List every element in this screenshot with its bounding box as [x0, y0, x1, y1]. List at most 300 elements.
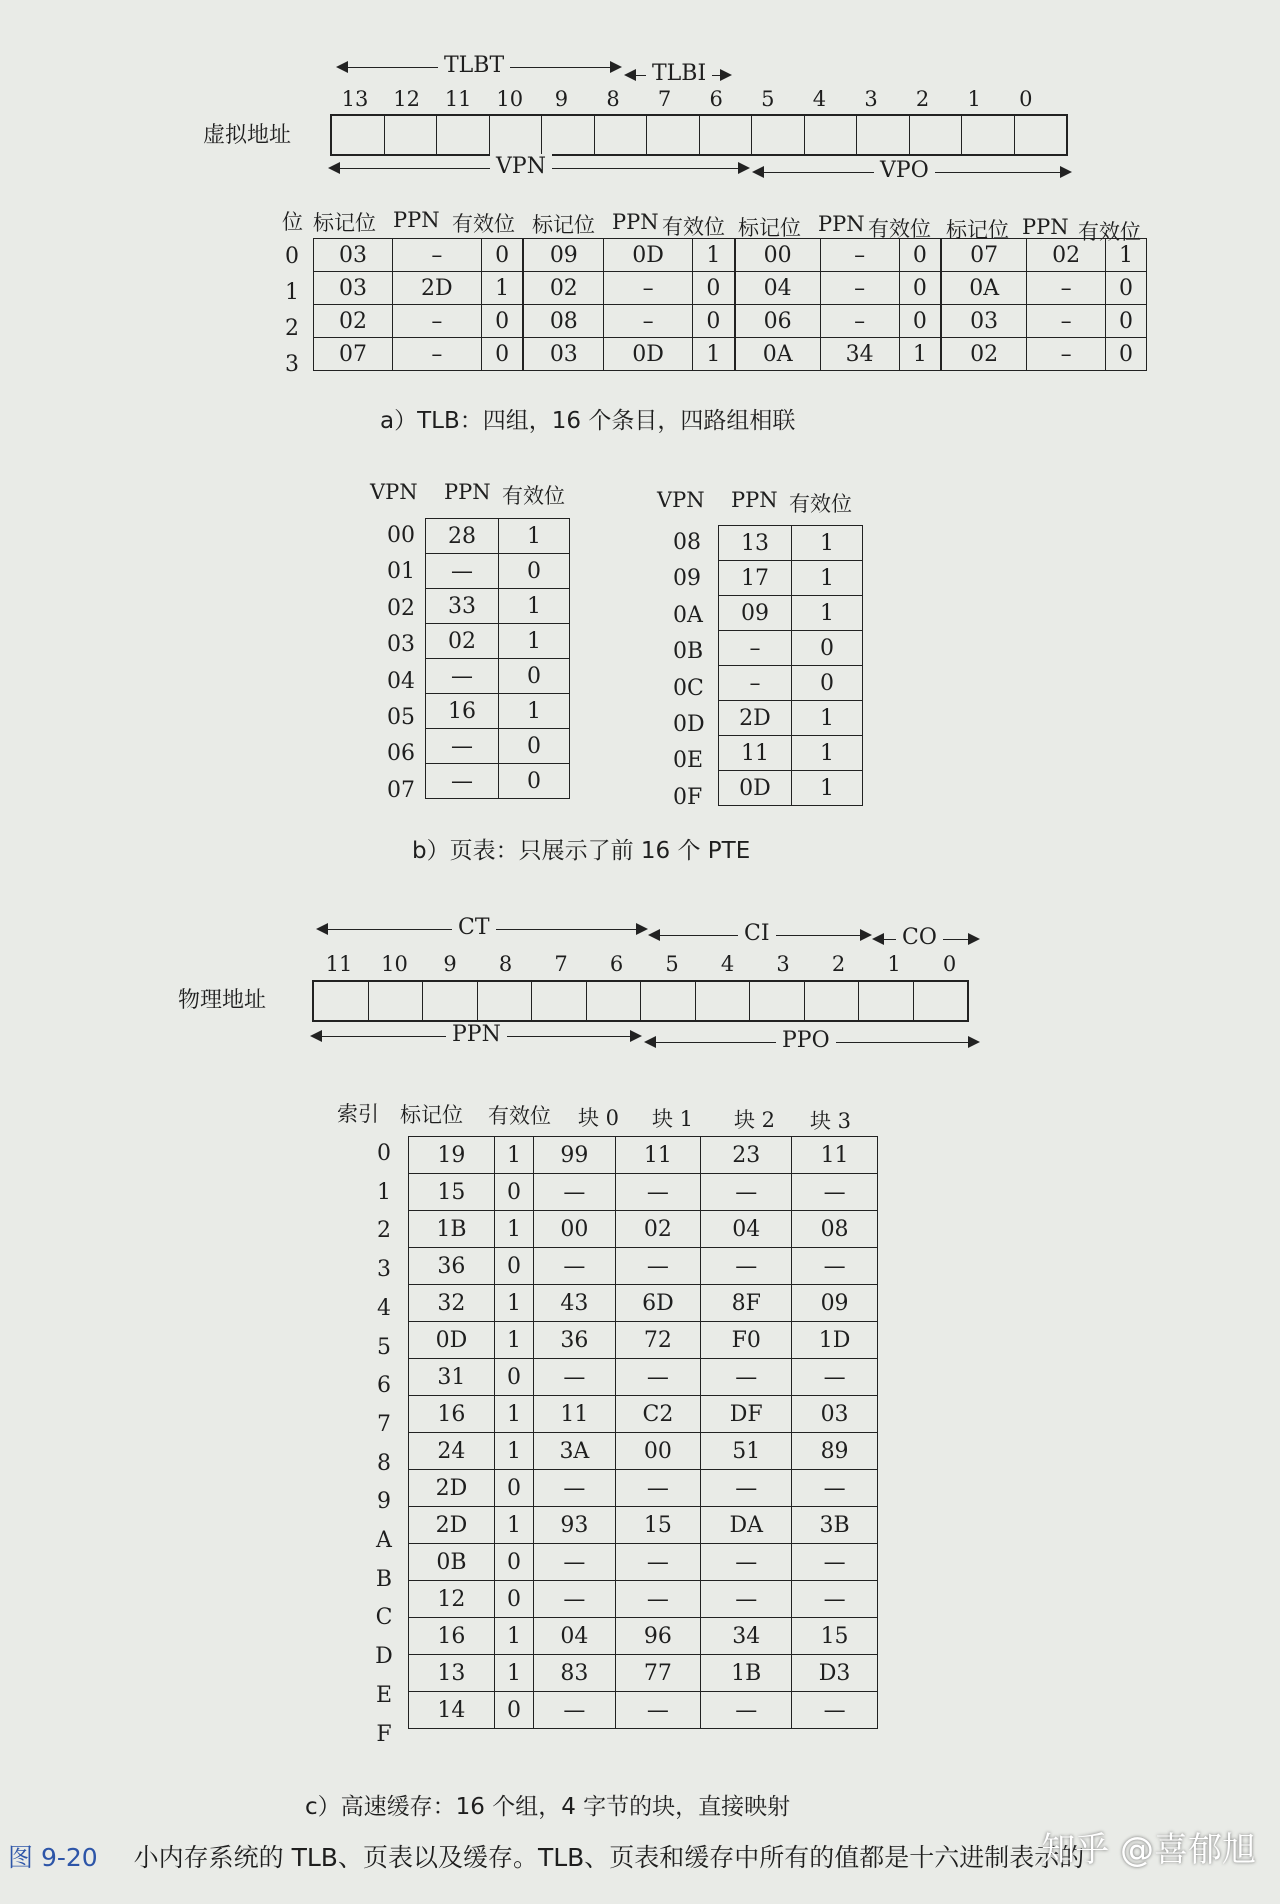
- cache-set-index: 7: [377, 1411, 391, 1437]
- figure-number: 图 9-20: [8, 1843, 98, 1872]
- tlbi-arrow: [626, 61, 730, 86]
- tlb-col-header: 标记位: [946, 218, 1009, 242]
- pbit-number: 11: [325, 952, 353, 976]
- vpo-label: VPO: [874, 158, 935, 183]
- tlb-cell: 08: [523, 305, 603, 338]
- tlb-col-header: PPN: [1022, 214, 1069, 239]
- tlb-cell: 06: [735, 305, 820, 338]
- cache-set-index: 2: [377, 1218, 391, 1244]
- tlb-col-header: 有效位: [868, 217, 931, 242]
- cache-cell: 72: [615, 1322, 701, 1359]
- cache-cell: 8F: [701, 1285, 792, 1322]
- pt-valid: 1: [792, 526, 863, 561]
- cache-cell: 77: [615, 1655, 701, 1692]
- pt-ppn: —: [426, 764, 499, 799]
- cache-cell: 23: [701, 1137, 792, 1174]
- pt-row: [719, 526, 863, 561]
- cache-col-header: 有效位: [488, 1104, 551, 1129]
- cache-cell: 04: [701, 1211, 792, 1248]
- pt-valid: 0: [499, 554, 570, 589]
- cache-cell: DA: [701, 1507, 792, 1544]
- tlb-col-header: PPN: [393, 207, 440, 232]
- cache-set-index: 9: [377, 1489, 391, 1515]
- cache-cell: 15: [615, 1507, 701, 1544]
- cache-set-index: E: [375, 1682, 393, 1708]
- cache-cell: 32: [409, 1285, 495, 1322]
- figure-caption-text: 小内存系统的 TLB、页表以及缓存。TLB、页表和缓存中所有的值都是十六进制表示的: [133, 1843, 1085, 1872]
- pt-ppn: 11: [719, 736, 792, 771]
- cache-cell: 1: [494, 1396, 533, 1433]
- cache-set-index: 0: [377, 1141, 391, 1166]
- cache-cell: —: [701, 1544, 792, 1581]
- cache-cell: 1: [494, 1211, 533, 1248]
- cache-cell: F0: [701, 1322, 792, 1359]
- ct-label: CT: [452, 915, 496, 940]
- cache-cell: 0B: [409, 1544, 495, 1581]
- cache-row: [409, 1507, 878, 1544]
- tlb-col-header: 位: [282, 210, 303, 234]
- cache-cell: —: [701, 1174, 792, 1211]
- cache-col-header: 块 1: [652, 1106, 694, 1131]
- cache-row: [409, 1285, 878, 1322]
- cache-set-index: 6: [377, 1373, 391, 1399]
- cache-cell: 02: [615, 1211, 701, 1248]
- pt-valid: 1: [792, 596, 863, 631]
- tlb-cell: –: [392, 239, 481, 272]
- pt-valid: 1: [499, 694, 570, 729]
- pt-ppn: 17: [719, 561, 792, 596]
- cache-set-index: 5: [377, 1334, 391, 1360]
- pbit-number: 7: [554, 952, 568, 976]
- tlb-cell: –: [604, 305, 693, 338]
- cache-set-index: D: [375, 1644, 393, 1670]
- pt-vpn: 08: [673, 530, 701, 555]
- cache-row: [409, 1359, 878, 1396]
- tlb-cell: 1: [1106, 239, 1147, 272]
- cache-cell: —: [615, 1581, 701, 1618]
- pt-row: [719, 561, 863, 596]
- pt-row: [426, 764, 570, 799]
- tlb-cell: 02: [314, 305, 393, 338]
- cache-cell: 24: [409, 1433, 495, 1470]
- tlb-cell: 0: [481, 239, 523, 272]
- pbit-number: 5: [665, 952, 679, 976]
- pbit-number: 8: [498, 952, 513, 976]
- tlb-set-number: 3: [285, 352, 299, 377]
- ci-label: CI: [738, 921, 776, 946]
- pt-vpn: 0D: [673, 712, 705, 737]
- tlb-cell: 00: [735, 239, 820, 272]
- tlbt-arrow: [338, 53, 620, 78]
- cache-cell: —: [701, 1359, 792, 1396]
- cache-cell: 51: [701, 1433, 792, 1470]
- cache-row: [409, 1470, 878, 1507]
- pt-ppn: 09: [719, 596, 792, 631]
- tlb-cell: 07: [314, 338, 393, 371]
- cache-row: [409, 1322, 878, 1359]
- vbit-number: 11: [444, 87, 472, 111]
- cache-set-index: 8: [377, 1450, 391, 1476]
- tlb-row: [314, 338, 1147, 371]
- tlb-col-header: 有效位: [1078, 219, 1141, 244]
- cache-cell: 3A: [534, 1433, 615, 1470]
- cache-caption: c）高速缓存：16 个组，4 字节的块，直接映射: [305, 1794, 791, 1820]
- tlb-cell: 0: [481, 338, 523, 371]
- pt-valid: 0: [499, 729, 570, 764]
- pt-row: [426, 589, 570, 624]
- cache-cell: 04: [534, 1618, 615, 1655]
- tlb-col-header: 标记位: [313, 210, 376, 235]
- tlb-set-number: 1: [285, 280, 299, 305]
- cache-col-header: 索引: [337, 1102, 379, 1126]
- pt-ppn: —: [426, 554, 499, 589]
- cache-set-index: F: [376, 1721, 392, 1747]
- pt-right-vpn-header: VPN: [657, 488, 705, 512]
- co-label: CO: [896, 925, 943, 950]
- pt-right-valid-header: 有效位: [789, 492, 852, 516]
- page-table-left: [425, 518, 570, 799]
- cache-cell: DF: [701, 1396, 792, 1433]
- cache-cell: —: [792, 1692, 878, 1729]
- cache-row: [409, 1248, 878, 1285]
- cache-set-index: A: [376, 1528, 392, 1553]
- pt-ppn: 28: [426, 519, 499, 554]
- cache-cell: 0: [494, 1692, 533, 1729]
- vpn-arrow: [330, 154, 748, 179]
- cache-cell: 1: [494, 1433, 533, 1470]
- cache-cell: 43: [534, 1285, 615, 1322]
- cache-col-header: 标记位: [400, 1103, 463, 1128]
- tlb-cell: 0D: [604, 338, 693, 371]
- cache-row: [409, 1433, 878, 1470]
- tlb-row: [314, 305, 1147, 338]
- tlb-row: [314, 272, 1147, 305]
- cache-cell: 11: [534, 1396, 615, 1433]
- cache-cell: —: [701, 1248, 792, 1285]
- cache-row: [409, 1655, 878, 1692]
- cache-cell: 16: [409, 1618, 495, 1655]
- pt-valid: 1: [792, 736, 863, 771]
- pt-ppn: –: [719, 631, 792, 666]
- cache-cell: —: [534, 1581, 615, 1618]
- tlb-cell: 03: [314, 239, 393, 272]
- pt-ppn: 2D: [719, 701, 792, 736]
- vbit-number: 1: [967, 87, 981, 111]
- tlb-cell: –: [820, 305, 899, 338]
- pt-valid: 0: [792, 631, 863, 666]
- cache-cell: 15: [409, 1174, 495, 1211]
- cache-cell: —: [792, 1174, 878, 1211]
- cache-cell: 08: [792, 1211, 878, 1248]
- cache-table: [408, 1136, 878, 1729]
- cache-cell: 36: [534, 1322, 615, 1359]
- cache-cell: 1: [494, 1655, 533, 1692]
- cache-cell: 0: [494, 1359, 533, 1396]
- cache-cell: 00: [534, 1211, 615, 1248]
- cache-row: [409, 1544, 878, 1581]
- cache-cell: —: [792, 1470, 878, 1507]
- tlb-cell: –: [820, 239, 899, 272]
- tlb-cell: 02: [941, 338, 1026, 371]
- cache-cell: 15: [792, 1618, 878, 1655]
- cache-cell: 1: [494, 1322, 533, 1359]
- virtual-address-label: 虚拟地址: [203, 123, 292, 148]
- tlb-cell: 1: [693, 338, 735, 371]
- pt-ppn: 16: [426, 694, 499, 729]
- cache-cell: 31: [409, 1359, 495, 1396]
- tlb-cell: 09: [523, 239, 603, 272]
- pbit-number: 3: [776, 952, 790, 976]
- pt-valid: 0: [792, 666, 863, 701]
- tlb-cell: 34: [820, 338, 899, 371]
- cache-cell: 34: [701, 1618, 792, 1655]
- pt-vpn: 09: [673, 566, 701, 592]
- tlb-cell: 03: [941, 305, 1026, 338]
- tlbt-label: TLBT: [438, 53, 510, 78]
- pt-vpn: 04: [387, 668, 415, 694]
- tlb-col-header: 有效位: [452, 212, 515, 237]
- tlb-cell: 1: [693, 239, 735, 272]
- tlb-cell: 02: [1027, 239, 1106, 272]
- pt-valid: 1: [792, 771, 863, 806]
- pbit-number: 9: [443, 952, 457, 976]
- cache-set-index: 1: [377, 1179, 391, 1205]
- pt-ppn: 02: [426, 624, 499, 659]
- pt-row: [426, 659, 570, 694]
- tlb-col-header: 标记位: [738, 215, 801, 240]
- tlb-cell: –: [392, 305, 481, 338]
- ppo-label: PPO: [776, 1028, 836, 1053]
- pt-valid: 1: [499, 624, 570, 659]
- cache-cell: 93: [534, 1507, 615, 1544]
- cache-cell: —: [615, 1544, 701, 1581]
- cache-cell: 1B: [409, 1211, 495, 1248]
- cache-cell: 11: [792, 1137, 878, 1174]
- cache-cell: —: [615, 1174, 701, 1211]
- tlb-cell: 07: [941, 239, 1026, 272]
- cache-cell: 2D: [409, 1507, 495, 1544]
- pt-row: [719, 771, 863, 806]
- cache-cell: —: [701, 1470, 792, 1507]
- watermark: 知乎 @喜郁旭: [1041, 1830, 1256, 1870]
- tlb-cell: 0: [1106, 272, 1147, 305]
- vbit-number: 9: [554, 87, 569, 111]
- cache-row: [409, 1692, 878, 1729]
- pt-left-valid-header: 有效位: [502, 484, 565, 508]
- cache-cell: —: [615, 1248, 701, 1285]
- tlb-cell: –: [604, 272, 693, 305]
- cache-cell: C2: [615, 1396, 701, 1433]
- pt-vpn: 01: [387, 559, 415, 585]
- pbit-number: 2: [831, 952, 846, 976]
- cache-cell: —: [615, 1359, 701, 1396]
- pbit-number: 1: [887, 952, 901, 976]
- cache-cell: —: [534, 1174, 615, 1211]
- cache-cell: 1: [494, 1618, 533, 1655]
- co-arrow: [874, 925, 978, 950]
- vbit-number: 12: [393, 87, 420, 111]
- pt-row: [719, 736, 863, 771]
- tlb-col-header: PPN: [612, 210, 659, 234]
- virtual-address-bits: [330, 114, 1068, 156]
- cache-cell: 16: [409, 1396, 495, 1433]
- vbit-number: 13: [341, 87, 369, 111]
- cache-cell: —: [534, 1248, 615, 1285]
- tlb-col-header: 有效位: [662, 214, 725, 239]
- tlb-cell: –: [1027, 305, 1106, 338]
- tlb-cell: 2D: [392, 272, 481, 305]
- pt-vpn: 02: [387, 595, 415, 621]
- vbit-number: 3: [864, 87, 878, 111]
- tlb-cell: 1: [899, 338, 941, 371]
- cache-cell: —: [534, 1544, 615, 1581]
- tlb-cell: 0: [899, 272, 941, 305]
- pt-left-ppn-header: PPN: [444, 480, 491, 504]
- cache-cell: —: [792, 1544, 878, 1581]
- tlb-cell: 03: [314, 272, 393, 305]
- cache-cell: —: [534, 1692, 615, 1729]
- tlb-cell: 0A: [735, 338, 820, 371]
- pt-vpn: 0E: [673, 748, 704, 774]
- cache-cell: —: [534, 1470, 615, 1507]
- cache-cell: 36: [409, 1248, 495, 1285]
- pt-row: [426, 694, 570, 729]
- tlb-cell: 04: [735, 272, 820, 305]
- cache-cell: 1: [494, 1285, 533, 1322]
- ppo-arrow: [646, 1028, 978, 1053]
- cache-cell: 12: [409, 1581, 495, 1618]
- cache-col-header: 块 3: [810, 1109, 852, 1134]
- pt-vpn: 0A: [673, 602, 703, 628]
- tlb-set-number: 2: [285, 316, 299, 341]
- pt-vpn: 05: [387, 705, 415, 730]
- cache-cell: 83: [534, 1655, 615, 1692]
- cache-cell: 1B: [701, 1655, 792, 1692]
- tlb-cell: 1: [481, 272, 523, 305]
- tlb-cell: –: [820, 272, 899, 305]
- pt-vpn: 0C: [673, 675, 704, 701]
- cache-set-index: C: [375, 1605, 393, 1631]
- tlb-table: [313, 238, 1147, 371]
- cache-cell: 0: [494, 1248, 533, 1285]
- pt-row: [426, 729, 570, 764]
- cache-cell: 2D: [409, 1470, 495, 1507]
- tlb-cell: 0: [693, 305, 735, 338]
- tlb-caption: a）TLB：四组，16 个条目，四路组相联: [380, 408, 796, 434]
- cache-cell: 96: [615, 1618, 701, 1655]
- tlb-cell: 0: [899, 239, 941, 272]
- cache-cell: 0: [494, 1581, 533, 1618]
- pt-ppn: –: [719, 666, 792, 701]
- pt-row: [426, 624, 570, 659]
- figure-caption: [8, 1838, 1084, 1874]
- pt-row: [719, 666, 863, 701]
- cache-cell: 09: [792, 1285, 878, 1322]
- cache-cell: —: [792, 1248, 878, 1285]
- cache-cell: D3: [792, 1655, 878, 1692]
- ct-arrow: [318, 915, 646, 940]
- tlb-cell: 0D: [604, 239, 693, 272]
- pbit-number: 10: [381, 952, 408, 976]
- tlb-cell: –: [1027, 338, 1106, 371]
- tlb-cell: 0: [899, 305, 941, 338]
- pt-row: [426, 554, 570, 589]
- vbit-number: 0: [1019, 87, 1033, 111]
- vpn-label: VPN: [490, 154, 552, 179]
- cache-cell: 19: [409, 1137, 495, 1174]
- pt-vpn: 00: [387, 523, 415, 548]
- pbit-number: 6: [609, 952, 624, 976]
- cache-cell: 00: [615, 1433, 701, 1470]
- pt-vpn: 03: [387, 632, 415, 658]
- cache-cell: 6D: [615, 1285, 701, 1322]
- tlb-cell: 0: [1106, 305, 1147, 338]
- cache-cell: —: [701, 1692, 792, 1729]
- physical-address-label: 物理地址: [178, 988, 267, 1013]
- tlb-cell: –: [392, 338, 481, 371]
- page-table-caption: b）页表：只展示了前 16 个 PTE: [412, 838, 751, 864]
- pt-row: [426, 519, 570, 554]
- pbit-number: 0: [942, 952, 957, 976]
- pt-row: [719, 631, 863, 666]
- cache-cell: —: [534, 1359, 615, 1396]
- tlb-cell: 0: [1106, 338, 1147, 371]
- cache-cell: 13: [409, 1655, 495, 1692]
- tlb-cell: 0: [481, 305, 523, 338]
- vbit-number: 8: [606, 87, 620, 111]
- cache-cell: —: [615, 1470, 701, 1507]
- pt-right-ppn-header: PPN: [731, 488, 778, 512]
- pt-row: [719, 596, 863, 631]
- cache-cell: 1: [494, 1507, 533, 1544]
- ci-arrow: [650, 921, 870, 946]
- cache-cell: 89: [792, 1433, 878, 1470]
- tlb-cell: 02: [523, 272, 603, 305]
- cache-row: [409, 1174, 878, 1211]
- cache-row: [409, 1581, 878, 1618]
- pt-ppn: 33: [426, 589, 499, 624]
- ppn-arrow: [312, 1022, 640, 1047]
- tlb-cell: 0A: [941, 272, 1026, 305]
- pt-valid: 1: [499, 589, 570, 624]
- vbit-number: 7: [657, 87, 672, 111]
- cache-cell: —: [792, 1359, 878, 1396]
- cache-set-index: 4: [377, 1295, 391, 1321]
- pt-vpn: 0B: [673, 639, 704, 665]
- vbit-number: 10: [496, 87, 524, 111]
- cache-cell: 11: [615, 1137, 701, 1174]
- pt-vpn: 0F: [673, 784, 703, 810]
- pt-row: [719, 701, 863, 736]
- cache-set-index: B: [375, 1566, 393, 1592]
- pt-ppn: 13: [719, 526, 792, 561]
- tlb-row: [314, 239, 1147, 272]
- pt-ppn: —: [426, 729, 499, 764]
- cache-cell: 99: [534, 1137, 615, 1174]
- pt-valid: 0: [499, 764, 570, 799]
- cache-row: [409, 1211, 878, 1248]
- tlb-cell: 03: [523, 338, 603, 371]
- cache-cell: 1: [494, 1137, 533, 1174]
- tlb-set-number: 0: [285, 244, 299, 269]
- tlb-col-header: PPN: [818, 212, 865, 237]
- tlb-col-header: 标记位: [532, 213, 595, 238]
- pt-valid: 1: [792, 561, 863, 596]
- vbit-number: 2: [915, 87, 930, 111]
- cache-row: [409, 1618, 878, 1655]
- cache-cell: —: [615, 1692, 701, 1729]
- tlb-cell: –: [1027, 272, 1106, 305]
